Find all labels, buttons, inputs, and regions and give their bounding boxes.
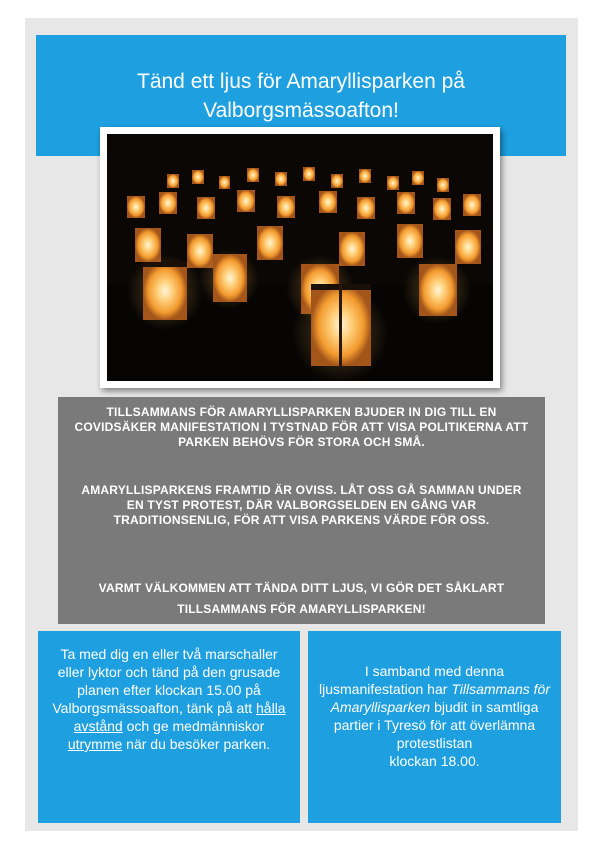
info-box-left-text xyxy=(48,645,290,753)
space-text: utrymme xyxy=(67,736,123,752)
notice-paragraph-1: TILLSAMMANS FÖR AMARYLLISPARKEN BJUDER IN DIG TILL EN COVIDSÄKER MANIFESTATION I TYSTNAD FÖR ATT VISA POLITIKERNA ATT PARKEN BEHÖVS FÖR STORA OCH SMÅ. xyxy=(74,405,529,449)
left-text-part-3: när du besöker parken. xyxy=(122,736,271,752)
info-box-left xyxy=(38,631,300,823)
notice-box xyxy=(58,397,545,624)
title-line-1: Tänd ett ljus för Amaryllisparken på xyxy=(137,69,465,93)
right-text-part-1: I samband med denna ljusmanifestation har xyxy=(319,663,505,697)
organisation-name: Tillsammans för Amaryllisparken xyxy=(330,681,550,715)
keep-distance-text: hålla avstånd xyxy=(73,700,286,734)
lanterns-photo xyxy=(107,134,493,381)
photo-frame xyxy=(100,127,500,388)
right-text-part-2: bjudit in samtliga partier i Tyresö för att överlämna protestlistan xyxy=(333,699,539,751)
lanterns-illustration xyxy=(107,134,493,381)
left-text-part-2: och ge medmänniskor xyxy=(122,718,265,734)
info-box-right xyxy=(308,631,561,823)
title-line-2: Valborgsmässoafton! xyxy=(203,98,399,122)
right-text-time: klockan 18.00. xyxy=(389,753,480,769)
info-box-right-text xyxy=(314,662,555,770)
notice-paragraph-2: AMARYLLISPARKENS FRAMTID ÄR OVISS. LÅT OSS GÅ SAMMAN UNDER EN TYST PROTEST, DÄR VALBORGSELDEN EN GÅNG VAR TRADITIONSENLIG, FÖR ATT VISA PARKENS VÄRDE FÖR OSS. xyxy=(81,483,522,527)
left-text-part-1: Ta med dig en eller två marschaller eller lyktor och tänd på den grusade planen efter klockan 15.00 på Valborgsmässoafton, tänk på att xyxy=(52,646,281,716)
flyer-title xyxy=(81,67,521,125)
notice-paragraph-3: VARMT VÄLKOMMEN ATT TÄNDA DITT LJUS, VI GÖR DET SÅKLART TILLSAMMANS FÖR AMARYLLISPARKEN! xyxy=(98,581,505,616)
